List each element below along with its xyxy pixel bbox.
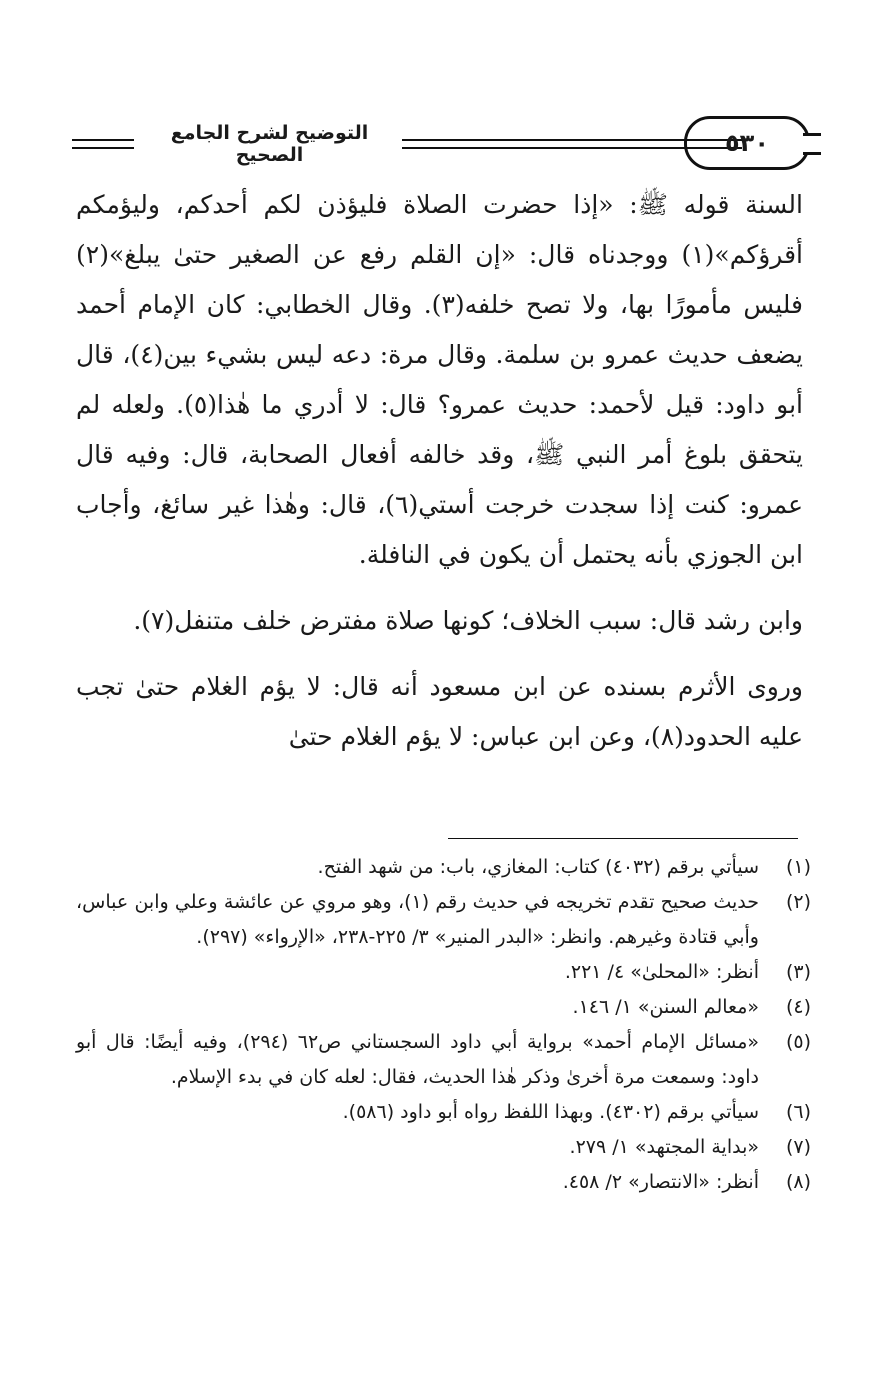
header-rule-left [72,139,134,149]
running-title: التوضيح لشرح الجامع الصحيح [170,122,369,166]
footnotes [76,850,811,1200]
footnote-number: (٢) [785,891,811,913]
paragraph: وابن رشد قال: سبب الخلاف؛ كونها صلاة مفترض خلف متنفل(٧). [133,606,803,635]
footnote-number: (٥) [785,1031,811,1053]
footnote-text: سيأتي برقم (٤٠٣٢) كتاب: المغازي، باب: من شهد الفتح. [317,856,759,878]
footnote [76,955,811,990]
footnote-number: (١) [785,856,811,878]
footnote-text: أنظر: «المحلىٰ» ٤/ ٢٢١. [564,961,759,983]
paragraph: وروى الأثرم بسنده عن ابن مسعود أنه قال: لا يؤم الغلام حتىٰ تجب عليه الحدود(٨)، وعن ابن عباس: لا يؤم الغلام حتىٰ [76,672,803,751]
footnote [76,990,811,1025]
footnote-text: «معالم السنن» ١/ ١٤٦. [572,996,759,1018]
footnote [76,885,811,955]
footnote [76,1095,811,1130]
footnote-number: (٦) [785,1101,811,1123]
main-text [76,180,803,762]
footnote-number: (٨) [785,1171,811,1193]
page-header [72,112,812,172]
footnote-number: (٣) [785,961,811,983]
footnote-number: (٤) [785,996,811,1018]
footnote-text: «مسائل الإمام أحمد» برواية أبي داود السجستاني ص٦٢ (٢٩٤)، وفيه أيضًا: قال أبو داود: وسمعت مرة أخرىٰ وذكر هٰذا الحديث، فقال: لعله كان في بدء الإسلام. [76,1031,759,1088]
footnote [76,1025,811,1095]
paragraph: السنة قوله ﷺ: «إذا حضرت الصلاة فليؤذن لكم أحدكم، وليؤمكم أقرؤكم»(١) ووجدناه قال: «إن القلم رفع عن الصغير حتىٰ يبلغ»(٢) فليس مأمورًا بها، ولا تصح خلفه(٣). وقال الخطابي: كان الإمام أحمد يضعف حديث عمرو بن سلمة. وقال مرة: دعه ليس بشيء بين(٤)، قال أبو داود: قيل لأحمد: حديث عمرو؟ قال: لا أدري ما هٰذا(٥). ولعله لم يتحقق بلوغ أمر النبي ﷺ، وقد خالفه أفعال الصحابة، قال: وفيه قال عمرو: كنت إذا سجدت خرجت أستي(٦)، قال: وهٰذا غير سائغ، وأجاب ابن الجوزي بأنه يحتمل أن يكون في النافلة. [76,190,804,569]
footnote-text: أنظر: «الانتصار» ٢/ ٤٥٨. [562,1171,759,1193]
page-number: ٥٣٠ [684,116,810,170]
footnote-text: حديث صحيح تقدم تخريجه في حديث رقم (١)، وهو مروي عن عائشة وعلي وابن عباس، وأبي قتادة وغيرهم. وانظر: «البدر المنير» ٣/ ٢٢٥-٢٣٨، «الإرواء» (٢٩٧). [76,891,759,948]
footnote-divider [448,838,798,839]
footnote-text: سيأتي برقم (٤٣٠٢). وبهذا اللفظ رواه أبو داود (٥٨٦). [342,1101,759,1123]
footnote [76,850,811,885]
footnote-number: (٧) [785,1136,811,1158]
footnote [76,1165,811,1200]
footnote-text: «بداية المجتهد» ١/ ٢٧٩. [569,1136,759,1158]
footnote [76,1130,811,1165]
